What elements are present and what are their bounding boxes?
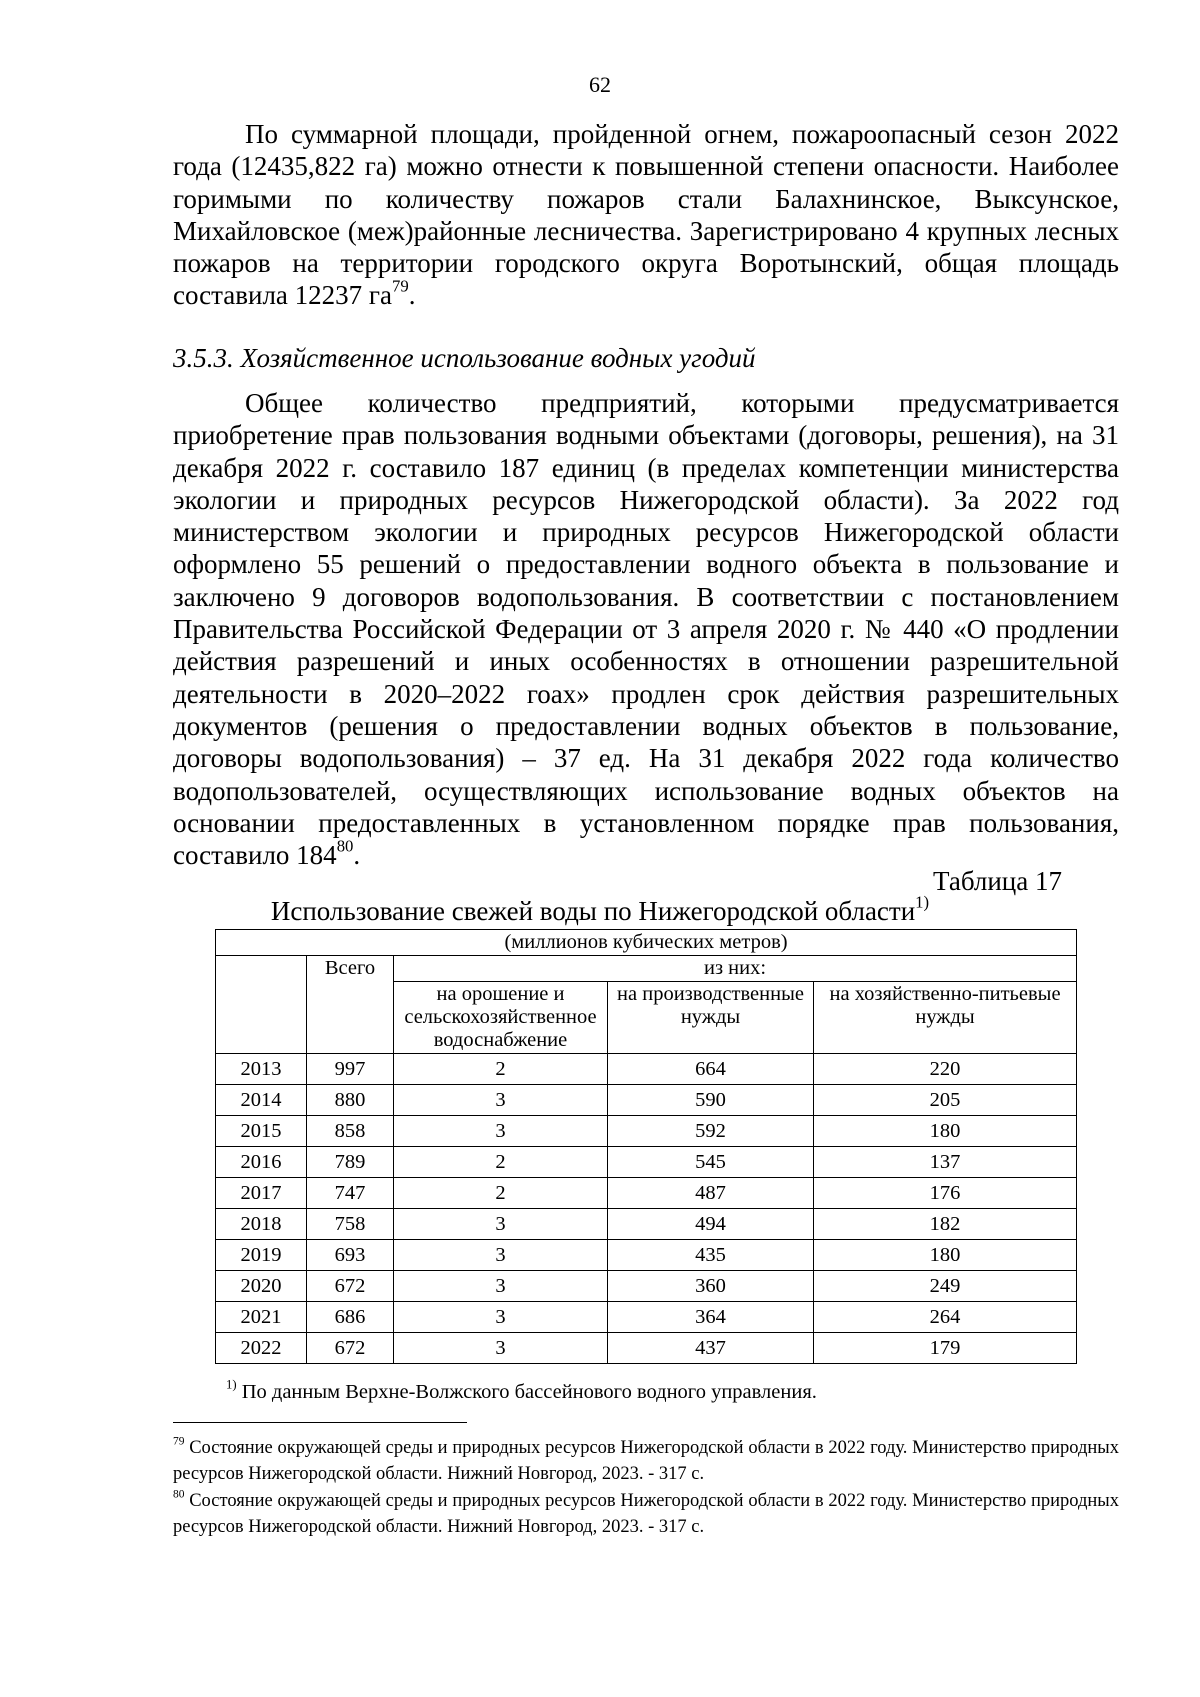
footnote-ref-79[interactable]: 79 bbox=[391, 276, 409, 296]
footnote-marker: 79 bbox=[173, 1435, 185, 1448]
cell-industrial: 364 bbox=[608, 1302, 814, 1333]
cell-irrigation: 3 bbox=[394, 1302, 608, 1333]
cell-drinking: 264 bbox=[814, 1302, 1077, 1333]
cell-irrigation: 2 bbox=[394, 1178, 608, 1209]
cell-total: 672 bbox=[307, 1271, 394, 1302]
cell-irrigation: 3 bbox=[394, 1240, 608, 1271]
table-row bbox=[216, 1085, 1077, 1116]
water-usage-table bbox=[215, 929, 1077, 1364]
paragraph-end: . bbox=[353, 840, 361, 871]
table-row bbox=[216, 1116, 1077, 1147]
table-units: (миллионов кубических метров) bbox=[216, 930, 1077, 956]
cell-total: 747 bbox=[307, 1178, 394, 1209]
cell-industrial: 590 bbox=[608, 1085, 814, 1116]
table-note bbox=[226, 1377, 817, 1404]
table-row bbox=[216, 1240, 1077, 1271]
cell-drinking: 182 bbox=[814, 1209, 1077, 1240]
cell-industrial: 437 bbox=[608, 1333, 814, 1364]
table-title-note-ref: 1) bbox=[915, 892, 930, 912]
footnote-marker: 80 bbox=[173, 1488, 185, 1501]
cell-year: 2020 bbox=[216, 1271, 307, 1302]
table-title-text: Использование свежей воды по Нижегородской области bbox=[270, 896, 916, 926]
cell-industrial: 494 bbox=[608, 1209, 814, 1240]
table-row bbox=[216, 1271, 1077, 1302]
cell-total: 686 bbox=[307, 1302, 394, 1333]
cell-irrigation: 3 bbox=[394, 1333, 608, 1364]
header-of-which: из них: bbox=[394, 956, 1077, 982]
cell-irrigation: 2 bbox=[394, 1147, 608, 1178]
table-row bbox=[216, 1054, 1077, 1085]
cell-year: 2014 bbox=[216, 1085, 307, 1116]
header-total: Всего bbox=[307, 956, 394, 1054]
cell-drinking: 176 bbox=[814, 1178, 1077, 1209]
footnote-79 bbox=[173, 1436, 1119, 1487]
cell-total: 789 bbox=[307, 1147, 394, 1178]
cell-year: 2016 bbox=[216, 1147, 307, 1178]
cell-total: 997 bbox=[307, 1054, 394, 1085]
paragraph-text: Общее количество предприятий, которыми предусматривается приобретение прав пользования водными объектами (договоры, решения), на 31 декабря 2022 г. составило 187 единиц (в пределах компетенции министерства экологии и природных ресурсов Нижегородской области). За 2022 год министерством экологии и природных ресурсов Нижегородской области оформлено 55 решений о предоставлении водного объекта в пользование и заключено 9 договоров водопользования. В соответствии с постановлением Правительства Российской Федерации от 3 апреля 2020 г. № 440 «О продлении действия разрешений и иных особенностях в отношении разрешительной деятельности в 2020–2022 гоах» продлен срок действия разрешительных документов (решения о предоставлении водных объектов в пользование, договоры водопользования) – 37 ед. На 31 декабря 2022 года количество водопользователей, осуществляющих использование водных объектов на основании предоставленных в установленном порядке прав пользования, составило 184 bbox=[173, 388, 1119, 871]
cell-drinking: 249 bbox=[814, 1271, 1077, 1302]
header-irrigation: на орошение и сельскохозяйственное водоснабжение bbox=[394, 982, 608, 1054]
cell-year: 2018 bbox=[216, 1209, 307, 1240]
cell-irrigation: 3 bbox=[394, 1209, 608, 1240]
paragraph-text: По суммарной площади, пройденной огнем, пожароопасный сезон 2022 года (12435,822 га) можно отнести к повышенной степени опасности. Наиболее горимыми по количеству пожаров стали Балахнинское, Выксунское, Михайловское (меж)районные лесничества. Зарегистрировано 4 крупных лесных пожаров на территории городского округа Воротынский, общая площадь составила 12237 га bbox=[173, 119, 1119, 311]
cell-total: 858 bbox=[307, 1116, 394, 1147]
cell-industrial: 435 bbox=[608, 1240, 814, 1271]
header-year-blank bbox=[216, 956, 307, 1054]
table-note-marker: 1) bbox=[226, 1377, 237, 1392]
cell-industrial: 487 bbox=[608, 1178, 814, 1209]
footnote-ref-80[interactable]: 80 bbox=[336, 836, 354, 856]
cell-drinking: 137 bbox=[814, 1147, 1077, 1178]
footnote-text: Состояние окружающей среды и природных ресурсов Нижегородской области в 2022 году. Министерство природных ресурсов Нижегородской области. Нижний Новгород, 2023. - 317 с. bbox=[173, 1438, 1119, 1484]
table-row bbox=[216, 1178, 1077, 1209]
table-label: Таблица 17 bbox=[933, 866, 1062, 896]
table-row bbox=[216, 1333, 1077, 1364]
paragraph-water-use bbox=[173, 387, 1119, 871]
cell-year: 2022 bbox=[216, 1333, 307, 1364]
table-note-text: По данным Верхне-Волжского бассейнового водного управления. bbox=[241, 1381, 817, 1403]
cell-total: 758 bbox=[307, 1209, 394, 1240]
table-row bbox=[216, 1147, 1077, 1178]
cell-year: 2021 bbox=[216, 1302, 307, 1333]
footnote-separator bbox=[173, 1422, 467, 1423]
cell-year: 2013 bbox=[216, 1054, 307, 1085]
cell-drinking: 180 bbox=[814, 1240, 1077, 1271]
header-drinking: на хозяйственно-питьевые нужды bbox=[814, 982, 1077, 1054]
paragraph-fire-season bbox=[173, 118, 1119, 312]
cell-irrigation: 3 bbox=[394, 1271, 608, 1302]
table-row bbox=[216, 1302, 1077, 1333]
cell-drinking: 205 bbox=[814, 1085, 1077, 1116]
header-industrial: на производственные нужды bbox=[608, 982, 814, 1054]
cell-year: 2017 bbox=[216, 1178, 307, 1209]
cell-industrial: 360 bbox=[608, 1271, 814, 1302]
cell-drinking: 179 bbox=[814, 1333, 1077, 1364]
cell-year: 2015 bbox=[216, 1116, 307, 1147]
cell-drinking: 180 bbox=[814, 1116, 1077, 1147]
cell-total: 880 bbox=[307, 1085, 394, 1116]
cell-irrigation: 3 bbox=[394, 1085, 608, 1116]
cell-industrial: 592 bbox=[608, 1116, 814, 1147]
cell-industrial: 664 bbox=[608, 1054, 814, 1085]
cell-irrigation: 3 bbox=[394, 1116, 608, 1147]
paragraph-end: . bbox=[408, 280, 416, 311]
cell-total: 672 bbox=[307, 1333, 394, 1364]
table-row bbox=[216, 1209, 1077, 1240]
table-title bbox=[0, 892, 1200, 926]
cell-irrigation: 2 bbox=[394, 1054, 608, 1085]
footnote-80 bbox=[173, 1489, 1119, 1540]
cell-drinking: 220 bbox=[814, 1054, 1077, 1085]
footnotes bbox=[173, 1436, 1119, 1542]
section-heading: 3.5.3. Хозяйственное использование водных угодий bbox=[173, 343, 756, 373]
cell-industrial: 545 bbox=[608, 1147, 814, 1178]
cell-year: 2019 bbox=[216, 1240, 307, 1271]
cell-total: 693 bbox=[307, 1240, 394, 1271]
page-number: 62 bbox=[589, 72, 611, 97]
footnote-text: Состояние окружающей среды и природных ресурсов Нижегородской области в 2022 году. Министерство природных ресурсов Нижегородской области. Нижний Новгород, 2023. - 317 с. bbox=[173, 1491, 1119, 1537]
